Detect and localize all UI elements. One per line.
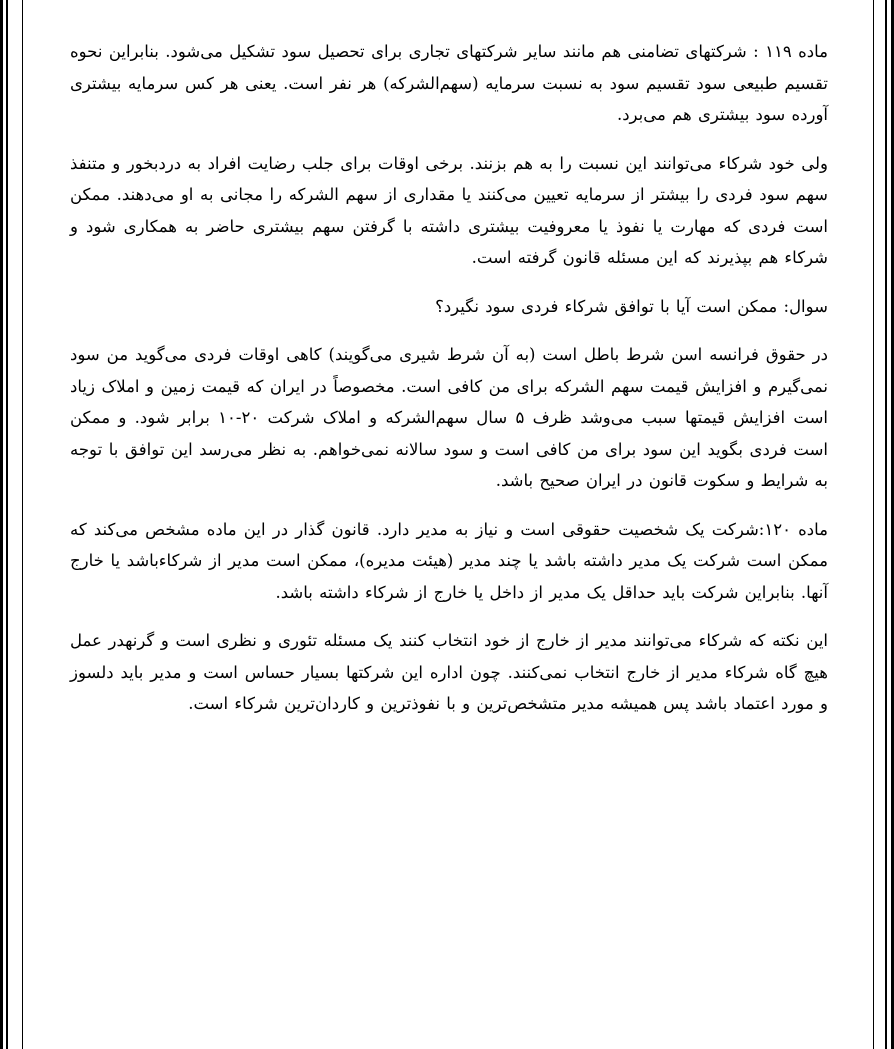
page-border-left-outer	[0, 0, 3, 1049]
document-body	[70, 36, 828, 737]
page-border-left-inner	[6, 0, 8, 1049]
page-border-right-inner	[885, 0, 887, 1049]
page-border-left-thin	[22, 0, 23, 1049]
page-border-right-thin	[873, 0, 874, 1049]
paragraph-external-manager: این نکته که شرکاء می‌توانند مدیر از خارج از خود انتخاب کنند یک مسئله تئوری و نظری است و گرنهدر عمل هیچ گاه شرکاء مدیر از خارج انتخاب نمی‌کنند. چون اداره این شرکتها بسیار حساس است و مدیر باید دلسوز و مورد اعتماد باشد پس همیشه مدیر متشخص‌ترین و با نفوذترین و کاردان‌ترین شرکاء است.	[70, 631, 828, 713]
paragraph-question: سوال: ممکن است آیا با توافق شرکاء فردی سود نگیرد؟	[435, 296, 828, 316]
paragraph-article-120: ماده ۱۲۰:شرکت یک شخصیت حقوقی است و نیاز به مدیر دارد. قانون گذار در این ماده مشخص می‌کند که ممکن است شرکت یک مدیر داشته باشد یا چند مدیر (هیئت مدیره)، ممکن است مدیر از شرکاءباشد یا خارج آنها. بنابراین شرکت باید حداقل یک مدیر از داخل یا خارج از شرکاء داشته باشد.	[70, 519, 828, 602]
paragraph-article-119: ماده ۱۱۹ : شرکتهای تضامنی هم مانند سایر شرکتهای تجاری برای تحصیل سود تشکیل می‌شود. بنابراین نحوه تقسیم طبیعی سود تقسیم سود به نسبت سرمایه (سهم‌الشرکه) هر نفر است. یعنی هر کس سرمایه بیشتری آورده سود بیشتری هم می‌برد.	[70, 42, 828, 124]
paragraph-french-law: در حقوق فرانسه اسن شرط باطل است (به آن شرط شیری می‌گویند) کاهی اوقات فردی می‌گوید من سود نمی‌گیرم و افزایش قیمت سهم الشرکه برای من کافی است. مخصوصاً در ایران که قیمت زمین و املاک زیاد است افزایش قیمتها سبب می‌وشد ظرف ۵ سال سهم‌الشرکه و املاک شرکت ۲۰-۱۰ برابر شود. و ممکن است فردی بگوید این سود برای من کافی است و سود سالانه نمی‌خواهم. به نظر می‌رسد این توافق با توجه به شرایط و سکوت قانون در ایران صحیح باشد.	[70, 345, 828, 490]
paragraph-partners-ratio: ولی خود شرکاء می‌توانند این نسبت را به هم بزنند. برخی اوقات برای جلب رضایت افراد به دردبخور و متنفذ سهم سود فردی را بیشتر از سرمایه تعیین می‌کنند یا مقداری از سهم الشرکه را مجانی به او می‌دهند. ممکن است فردی که مهارت یا نفوذ یا معروفیت بیشتری داشته با گرفتن سهم بیشتری حاضر به همکاری شود و شرکاء هم بپذیرند که این مسئله قانون گرفته است.	[70, 153, 828, 267]
